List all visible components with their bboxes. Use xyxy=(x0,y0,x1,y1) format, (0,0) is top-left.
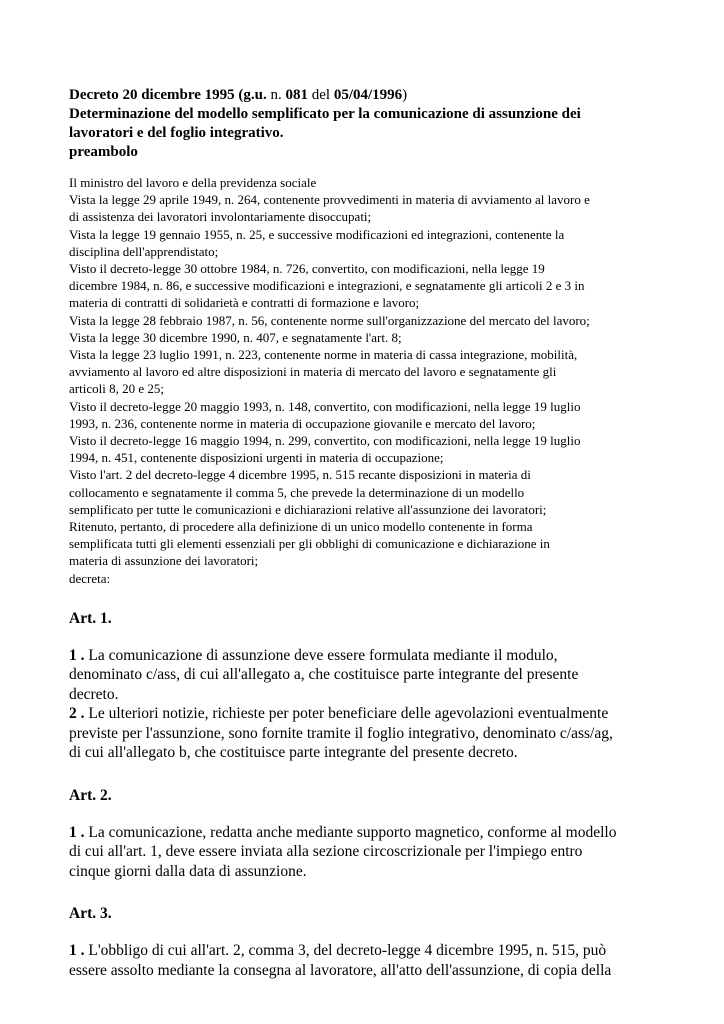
article-paragraph-line xyxy=(69,842,669,862)
section-label: preambolo xyxy=(69,144,138,160)
decree-label: Decreto 20 dicembre 1995 xyxy=(69,87,235,103)
preamble-line: Vista la legge 28 febbraio 1987, n. 56, contenente norme sull'organizzazione del mercato del lavoro; xyxy=(69,312,590,328)
paragraph-text: denominato c/ass, di cui all'allegato a, che costituisce parte integrante del presente xyxy=(69,666,579,684)
preamble-line: articoli 8, 20 e 25; xyxy=(69,381,164,397)
gu-open: (g.u. xyxy=(238,87,267,103)
decree-title-line xyxy=(69,86,669,105)
paragraph-text: di cui all'allegato b, che costituisce parte integrante del presente decreto. xyxy=(69,744,518,762)
paragraph-number: 1 . xyxy=(69,823,85,841)
paragraph-number: 2 . xyxy=(69,705,85,723)
paragraph-text: di cui all'art. 1, deve essere inviata alla sezione circoscrizionale per l'impiego entro xyxy=(69,843,583,861)
articles-container xyxy=(69,609,669,981)
article-paragraph-line xyxy=(69,961,669,981)
article-paragraph-line xyxy=(69,941,669,961)
preamble-line: dicembre 1984, n. 86, e successive modificazioni e integrazioni, e segnatamente gli articoli 2 e 3 in xyxy=(69,278,585,294)
preamble-line: Visto il decreto-legge 30 ottobre 1984, n. 726, convertito, con modificazioni, nella legge 19 xyxy=(69,261,545,277)
preamble-line: Vista la legge 23 luglio 1991, n. 223, contenente norme in materia di cassa integrazione, mobilità, xyxy=(69,347,578,363)
article-paragraph-line xyxy=(69,665,669,685)
article-heading: Art. 3. xyxy=(69,905,112,923)
article-paragraph-line xyxy=(69,862,669,882)
preamble-text xyxy=(69,174,669,587)
preamble-line: Visto l'art. 2 del decreto-legge 4 dicembre 1995, n. 515 recante disposizioni in materia di xyxy=(69,467,531,483)
preamble-line: collocamento e segnatamente il comma 5, che prevede la determinazione di un modello xyxy=(69,484,525,500)
gu-date: 05/04/1996 xyxy=(333,87,403,103)
paragraph-text: previste per l'assunzione, sono fornite tramite il foglio integrativo, denominato c/ass/ag, xyxy=(69,724,613,742)
paragraph-text: La comunicazione di assunzione deve essere formulata mediante il modulo, xyxy=(88,646,558,664)
preamble-line: materia di contratti di solidarietà e contratti di formazione e lavoro; xyxy=(69,295,420,311)
gu-number: 081 xyxy=(285,87,308,103)
article-paragraph-line xyxy=(69,685,669,705)
article-body xyxy=(69,646,669,763)
article-body xyxy=(69,941,669,980)
preamble-line: Visto il decreto-legge 20 maggio 1993, n. 148, convertito, con modificazioni, nella legge 19 luglio xyxy=(69,398,581,414)
article-paragraph-line xyxy=(69,823,669,843)
preamble-line: materia di assunzione dei lavoratori; xyxy=(69,553,259,569)
preamble-line: 1994, n. 451, contenente disposizioni urgenti in materia di occupazione; xyxy=(69,450,444,466)
preamble-line: disciplina dell'apprendistato; xyxy=(69,243,219,259)
preamble-line: di assistenza dei lavoratori involontariamente disoccupati; xyxy=(69,209,372,225)
article-heading: Art. 2. xyxy=(69,786,112,804)
preamble-line: Ritenuto, pertanto, di procedere alla definizione di un unico modello contenente in forma xyxy=(69,519,533,535)
preamble-line: decreta: xyxy=(69,570,111,586)
paragraph-text: L'obbligo di cui all'art. 2, comma 3, del decreto-legge 4 dicembre 1995, n. 515, può xyxy=(88,942,607,960)
preamble-line: Visto il decreto-legge 16 maggio 1994, n. 299, convertito, con modificazioni, nella legge 19 luglio xyxy=(69,433,581,449)
article-heading: Art. 1. xyxy=(69,609,112,627)
preamble-line: 1993, n. 236, contenente norme in materia di occupazione giovanile e mercato del lavoro; xyxy=(69,415,536,431)
document-header xyxy=(69,86,669,162)
paragraph-text: decreto. xyxy=(69,685,119,703)
article-paragraph-line xyxy=(69,724,669,744)
preamble-line: avviamento al lavoro ed altre disposizioni in materia di mercato del lavoro e segnatamente gli xyxy=(69,364,557,380)
article-paragraph-line xyxy=(69,743,669,763)
paragraph-text: cinque giorni dalla data di assunzione. xyxy=(69,862,307,880)
document-page xyxy=(69,86,669,980)
article-paragraph-line xyxy=(69,704,669,724)
gu-del-label: del xyxy=(311,87,331,103)
paragraph-text: Le ulteriori notizie, richieste per poter beneficiare delle agevolazioni eventualmente xyxy=(88,705,609,723)
gu-n-label: n. xyxy=(270,87,282,103)
preamble-line: semplificata tutti gli elementi essenziali per gli obblighi di comunicazione e dichiarazione in xyxy=(69,536,550,552)
decree-subject-line-1: Determinazione del modello semplificato per la comunicazione di assunzione dei xyxy=(69,106,581,122)
paragraph-text: essere assolto mediante la consegna al lavoratore, all'atto dell'assunzione, di copia della xyxy=(69,961,612,979)
preamble-line: Vista la legge 19 gennaio 1955, n. 25, e successive modificazioni ed integrazioni, contenente la xyxy=(69,226,565,242)
article-body xyxy=(69,823,669,882)
paragraph-text: La comunicazione, redatta anche mediante supporto magnetico, conforme al modello xyxy=(88,823,617,841)
paragraph-number: 1 . xyxy=(69,942,85,960)
article-paragraph-line xyxy=(69,646,669,666)
preamble-line: semplificato per tutte le comunicazioni e dichiarazioni relative all'assunzione dei lavoratori; xyxy=(69,501,547,517)
paragraph-number: 1 . xyxy=(69,646,85,664)
preamble-line: Il ministro del lavoro e della previdenza sociale xyxy=(69,175,317,190)
decree-subject-line-2: lavoratori e del foglio integrativo. xyxy=(69,125,284,141)
gu-close: ) xyxy=(402,87,408,103)
preamble-line: Vista la legge 29 aprile 1949, n. 264, contenente provvedimenti in materia di avviamento al lavoro e xyxy=(69,192,590,208)
preamble-line: Vista la legge 30 dicembre 1990, n. 407, e segnatamente l'art. 8; xyxy=(69,329,402,345)
